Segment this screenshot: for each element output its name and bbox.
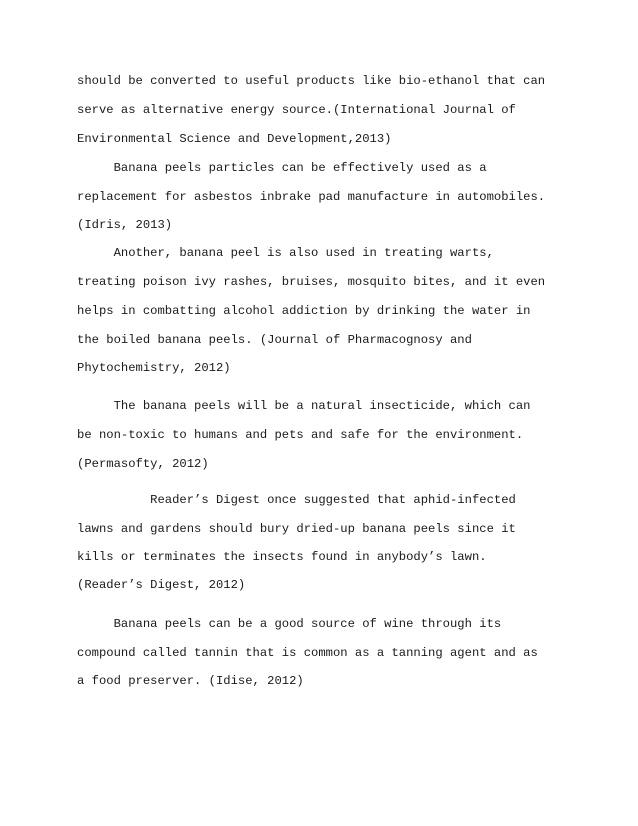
text-line: replacement for asbestos inbrake pad manufacture in automobiles.	[77, 190, 546, 204]
text-line: Reader’s Digest once suggested that aphid-infected	[77, 493, 516, 507]
text-line: Environmental Science and Development,2013)	[77, 132, 392, 146]
text-line: Phytochemistry, 2012)	[77, 361, 231, 375]
text-line: (Idris, 2013)	[77, 218, 173, 232]
text-line: a food preserver. (Idise, 2012)	[77, 674, 304, 688]
text-line: Banana peels can be a good source of wine through its	[77, 617, 502, 631]
text-line: (Reader’s Digest, 2012)	[77, 578, 246, 592]
text-line: compound called tannin that is common as a tanning agent and as	[77, 646, 538, 660]
text-line: Another, banana peel is also used in treating warts,	[77, 246, 494, 260]
text-line: serve as alternative energy source.(International Journal of	[77, 103, 516, 117]
text-line: treating poison ivy rashes, bruises, mosquito bites, and it even	[77, 275, 546, 289]
text-line: Banana peels particles can be effectively used as a	[77, 161, 487, 175]
text-line: be non-toxic to humans and pets and safe for the environment.	[77, 428, 524, 442]
text-line: The banana peels will be a natural insecticide, which can	[77, 399, 531, 413]
text-line: lawns and gardens should bury dried-up banana peels since it	[77, 522, 516, 536]
text-line: should be converted to useful products like bio-ethanol that can	[77, 74, 546, 88]
text-line: (Permasofty, 2012)	[77, 457, 209, 471]
text-line: the boiled banana peels. (Journal of Pharmacognosy and	[77, 333, 472, 347]
text-line: kills or terminates the insects found in anybody’s lawn.	[77, 550, 487, 564]
text-line: helps in combatting alcohol addiction by drinking the water in	[77, 304, 531, 318]
